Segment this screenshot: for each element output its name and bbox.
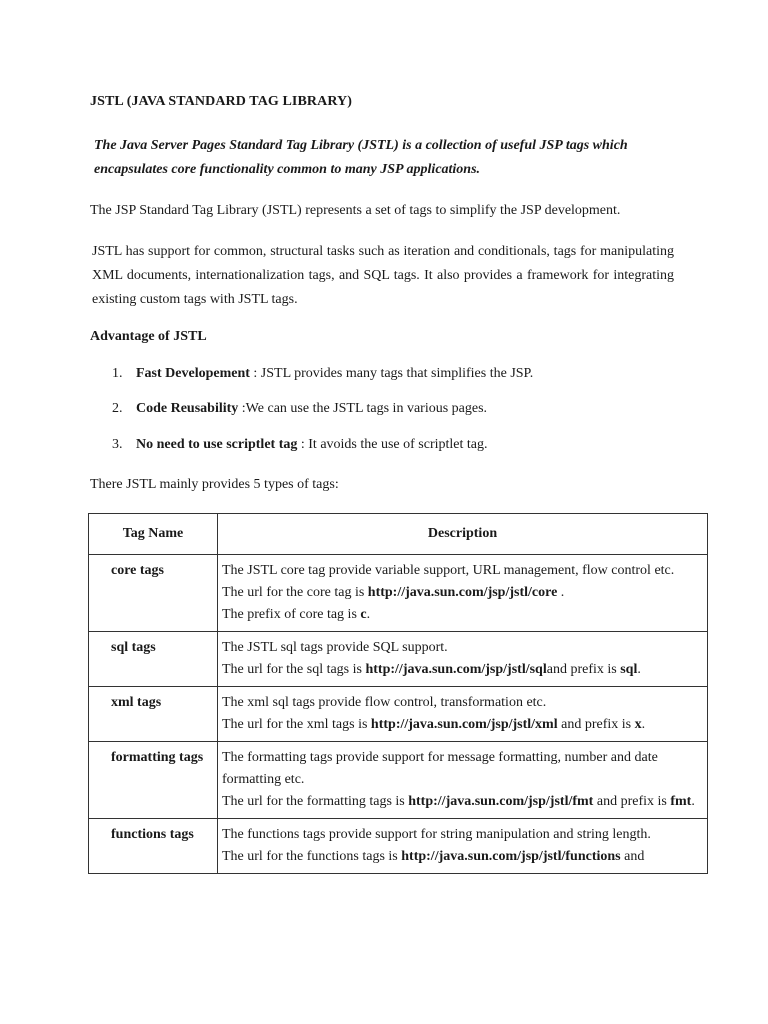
namespace-url: http://java.sun.com/jsp/jstl/core	[367, 585, 558, 600]
tag-name-cell: formatting tags	[89, 742, 218, 819]
tag-types-table	[88, 513, 708, 874]
column-header-tag-name: Tag Name	[89, 514, 218, 555]
table-row	[89, 819, 708, 874]
namespace-url: http://java.sun.com/jsp/jstl/functions	[401, 849, 621, 864]
namespace-url: http://java.sun.com/jsp/jstl/sql	[365, 662, 547, 677]
advantage-text: : JSTL provides many tags that simplifies the JSP.	[249, 366, 534, 381]
url-line	[222, 659, 699, 681]
description-cell	[218, 555, 708, 632]
tag-name-cell: sql tags	[89, 632, 218, 687]
intro-paragraph: The Java Server Pages Standard Tag Library (JSTL) is a collection of useful JSP tags which encapsulates core functionality common to many JSP applications.	[94, 138, 628, 177]
url-line	[222, 714, 699, 736]
namespace-url: http://java.sun.com/jsp/jstl/xml	[370, 717, 558, 732]
advantage-term: No need to use scriptlet tag	[136, 437, 298, 452]
url-label: The url for the xml tags is	[222, 717, 371, 732]
table-row	[89, 742, 708, 819]
advantage-text: : It avoids the use of scriptlet tag.	[297, 437, 488, 452]
table-row	[89, 555, 708, 632]
advantage-term: Code Reusability	[136, 401, 239, 416]
paragraph-jstl-definition: The JSP Standard Tag Library (JSTL) represents a set of tags to simplify the JSP development.	[90, 203, 621, 218]
description-line: The JSTL core tag provide variable support, URL management, flow control etc.	[222, 563, 675, 578]
list-number: 2.	[112, 401, 123, 416]
url-suffix: and prefix is	[546, 662, 621, 677]
description-cell	[218, 742, 708, 819]
url-label: The url for the sql tags is	[222, 662, 366, 677]
url-line	[222, 791, 699, 813]
tag-prefix: sql	[620, 662, 638, 677]
prefix-suffix: .	[641, 717, 646, 732]
namespace-url: http://java.sun.com/jsp/jstl/fmt	[408, 794, 594, 809]
url-label: The url for the core tag is	[222, 585, 368, 600]
prefix-suffix: .	[691, 794, 695, 809]
prefix-line	[222, 604, 699, 626]
advantage-item	[112, 437, 488, 453]
column-header-description: Description	[218, 514, 708, 555]
prefix-suffix: .	[637, 662, 641, 677]
table-row	[89, 632, 708, 687]
description-line: The JSTL sql tags provide SQL support.	[222, 640, 448, 655]
url-suffix: .	[557, 585, 565, 600]
advantage-term: Fast Developement	[136, 366, 250, 381]
paragraph-tag-types: There JSTL mainly provides 5 types of tags:	[90, 477, 339, 492]
description-cell	[218, 819, 708, 874]
table-header-row	[89, 514, 708, 555]
description-line: The formatting tags provide support for message formatting, number and date formatting etc.	[222, 750, 658, 787]
tag-name-cell: functions tags	[89, 819, 218, 874]
url-line	[222, 582, 699, 604]
list-number: 3.	[112, 437, 123, 452]
tag-prefix: x	[634, 717, 642, 732]
description-cell	[218, 632, 708, 687]
advantage-item	[112, 366, 533, 382]
tag-prefix: c	[360, 607, 367, 622]
tag-prefix: fmt	[670, 794, 692, 809]
list-number: 1.	[112, 366, 123, 381]
url-line	[222, 846, 699, 868]
url-suffix: and prefix is	[593, 794, 671, 809]
advantage-text: :We can use the JSTL tags in various pages.	[238, 401, 488, 416]
description-line: The functions tags provide support for string manipulation and string length.	[222, 827, 651, 842]
description-cell	[218, 687, 708, 742]
document-title: JSTL (JAVA STANDARD TAG LIBRARY)	[90, 94, 353, 109]
prefix-suffix: .	[366, 607, 371, 622]
tag-name-cell: core tags	[89, 555, 218, 632]
url-label: The url for the formatting tags is	[222, 794, 409, 809]
tag-name-cell: xml tags	[89, 687, 218, 742]
advantages-heading: Advantage of JSTL	[90, 329, 207, 344]
table-row	[89, 687, 708, 742]
url-suffix: and	[620, 849, 645, 864]
prefix-label: The prefix of core tag is	[222, 607, 361, 622]
description-line: The xml sql tags provide flow control, transformation etc.	[222, 695, 547, 710]
url-label: The url for the functions tags is	[222, 849, 402, 864]
advantage-item	[112, 401, 487, 417]
paragraph-jstl-support: JSTL has support for common, structural tasks such as iteration and conditionals, tags for manipulating XML documents, internationalization tags, and SQL tags. It also provides a framework for integrating existing custom tags with JSTL tags.	[92, 244, 674, 307]
url-suffix: and prefix is	[557, 717, 635, 732]
